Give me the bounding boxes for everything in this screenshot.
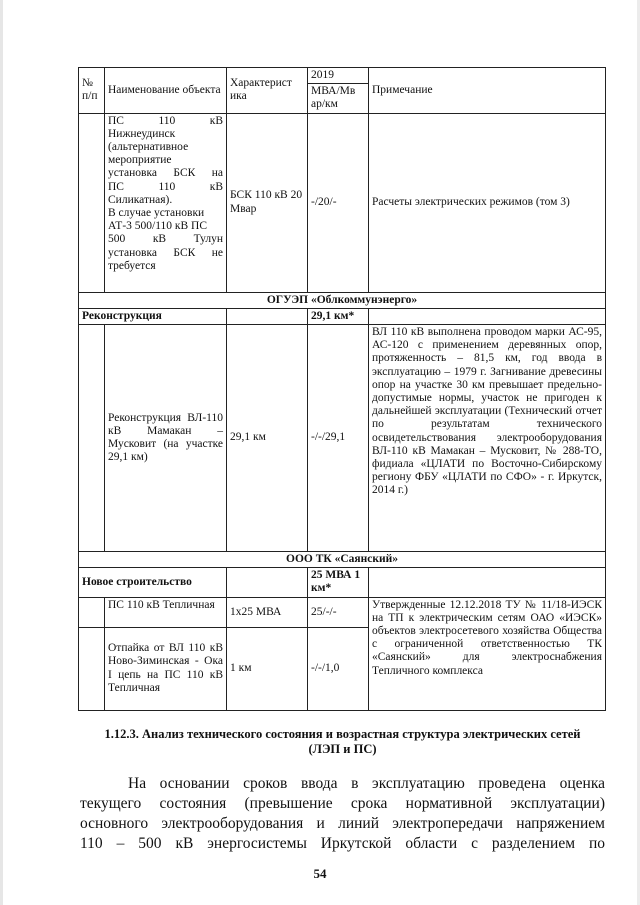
projects-table bbox=[78, 67, 606, 711]
cell-num bbox=[79, 113, 105, 292]
cell-note: ВЛ 110 кВ выполнена проводом марки АС-95, АС-120 с применением деревянных опор, протяженность – 81,5 км, год ввода в эксплуатацию – 1979 г. Загнивание древесины опор на участке 30 км превышает предельно-допустимые нормы, участок не пригоден к дальнейшей эксплуатации (Технический отчет по результатам технического освидетельствования электрооборудования ВЛ-110 кВ Мамакан – Мусковит, № 288-ТО, фидиала «ЦЛАТИ по Восточно-Сибирскому региону ФБУ «ЦЛАТИ по СФО» - г. Иркутск, 2014 г.) bbox=[369, 325, 606, 552]
section-row bbox=[79, 308, 606, 324]
cell-num bbox=[79, 627, 105, 710]
section-note bbox=[369, 568, 606, 597]
section-char bbox=[227, 308, 308, 324]
section-heading-line: 1.12.3. Анализ технического состояния и возрастная структура электрических сетей bbox=[104, 727, 581, 741]
name-line: Силикатная). bbox=[108, 193, 173, 206]
body-paragraph-line: 110 – 500 кВ энергосистемы Иркутской области с разделением по bbox=[80, 835, 605, 852]
cell-name-ps-teplichnaya: ПС 110 кВ Тепличная bbox=[105, 597, 227, 627]
section-label: Новое строительство bbox=[79, 568, 227, 597]
body-paragraph-line: текущего состояния (превышение срока нормативной эксплуатации) bbox=[80, 795, 605, 812]
name-line: АТ-3 500/110 кВ ПС bbox=[108, 220, 208, 233]
name-line: 500 кВ Тулун bbox=[108, 233, 223, 246]
header-year: 2019 bbox=[308, 68, 369, 84]
section-total: 25 МВА 1 км* bbox=[308, 568, 369, 597]
name-line: установка БСК не bbox=[108, 246, 223, 259]
name-line: Нижнеудинск bbox=[108, 127, 176, 140]
cell-char: БСК 110 кВ 20 Мвар bbox=[227, 113, 308, 292]
body-paragraph-line: основного электрооборудования и линий электропередачи напряжением bbox=[80, 815, 605, 832]
section-row bbox=[79, 568, 606, 597]
table-row bbox=[79, 113, 606, 292]
page-number: 54 bbox=[313, 866, 327, 881]
cell-name-otpayka: Отпайка от ВЛ 110 кВ Ново-Зиминская - Ока I цепь на ПС 110 кВ Тепличная bbox=[105, 627, 227, 710]
header-char: Характерист ика bbox=[227, 68, 308, 114]
org-title: ООО ТК «Саянский» bbox=[79, 552, 606, 568]
section-note bbox=[369, 308, 606, 324]
table-row bbox=[79, 325, 606, 552]
cell-char: 1х25 МВА bbox=[227, 597, 308, 627]
scan-edge-left bbox=[0, 0, 3, 905]
header-units: МВА/Мв ар/км bbox=[308, 84, 369, 113]
cell-note-sayansky: Утвержденные 12.12.2018 ТУ № 11/18-ИЭСК на ТП к электрическим сетям ОАО «ИЭСК» объектов электросетевого хозяйства Общества с ограниченной ответственностью ТК «Саянский» для электроснабжения Тепличного комплекса bbox=[369, 597, 606, 710]
header-note: Примечание bbox=[369, 68, 606, 114]
cell-char: 29,1 км bbox=[227, 325, 308, 552]
section-char bbox=[227, 568, 308, 597]
cell-char: 1 км bbox=[227, 627, 308, 710]
table-row bbox=[79, 597, 606, 627]
cell-note: Расчеты электрических режимов (том 3) bbox=[369, 113, 606, 292]
cell-name-vl-mamakan: Реконструкция ВЛ-110 кВ Мамакан – Мусковит (на участке 29,1 км) bbox=[105, 325, 227, 552]
name-line: требуется bbox=[108, 259, 156, 272]
header-num: № п/п bbox=[79, 68, 105, 114]
cell-value: -/-/1,0 bbox=[308, 627, 369, 710]
name-line: мероприятие bbox=[108, 154, 172, 167]
section-heading bbox=[80, 727, 605, 757]
body-paragraph-line: На основании сроков ввода в эксплуатацию проведена оценка bbox=[128, 775, 605, 792]
org-row bbox=[79, 552, 606, 568]
section-heading-line: (ЛЭП и ПС) bbox=[308, 742, 377, 756]
org-row bbox=[79, 292, 606, 308]
section-total: 29,1 км* bbox=[308, 308, 369, 324]
org-title: ОГУЭП «Облкоммунэнерго» bbox=[79, 292, 606, 308]
table-header-row bbox=[79, 68, 606, 84]
cell-num bbox=[79, 325, 105, 552]
cell-value: -/-/29,1 bbox=[308, 325, 369, 552]
name-line: В случае установки bbox=[108, 207, 205, 220]
cell-value: 25/-/- bbox=[308, 597, 369, 627]
cell-name-ps-nizhneudinsk bbox=[105, 113, 227, 292]
header-name: Наименование объекта bbox=[105, 68, 227, 114]
name-line: ПС 110 кВ bbox=[108, 180, 223, 193]
name-line: (альтернативное bbox=[108, 141, 189, 154]
name-line: ПС 110 кВ bbox=[108, 114, 223, 127]
cell-num bbox=[79, 597, 105, 627]
section-label: Реконструкция bbox=[79, 308, 227, 324]
name-line: установка БСК на bbox=[108, 167, 223, 180]
cell-value: -/20/- bbox=[308, 113, 369, 292]
